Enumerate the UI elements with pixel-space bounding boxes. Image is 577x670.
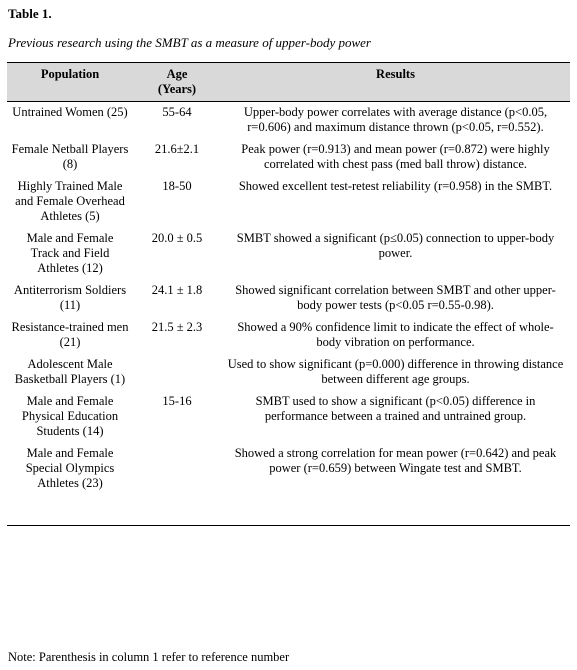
cell-age: 24.1 ± 1.8 xyxy=(151,283,203,297)
cell-age xyxy=(133,354,221,391)
cell-results: Showed a strong correlation for mean power (r=0.642) and peak power (r=0.659) between Wingate test and SMBT. xyxy=(221,443,570,526)
cell-age: 21.6±2.1 xyxy=(154,142,200,156)
header-age-unit: (Years) xyxy=(157,82,197,96)
cell-results: Upper-body power correlates with average distance (p<0.05, r=0.606) and maximum distance thrown (p<0.05, r=0.552). xyxy=(243,105,548,134)
header-age xyxy=(133,63,221,102)
cell-population: Male and Female Special Olympics Athletes (23) xyxy=(7,443,133,526)
table-row xyxy=(7,139,570,176)
cell-results: Showed a 90% confidence limit to indicate the effect of whole-body vibration on performance. xyxy=(237,320,554,349)
cell-population: Adolescent Male Basketball Players (1) xyxy=(14,357,126,386)
header-population: Population xyxy=(7,63,133,102)
cell-results: SMBT used to show a significant (p<0.05) difference in performance between a trained and untrained group. xyxy=(255,394,536,423)
cell-age: 55-64 xyxy=(162,105,192,119)
table-row xyxy=(7,354,570,391)
cell-results: Showed significant correlation between SMBT and other upper-body power tests (p<0.05 r=0.55-0.98). xyxy=(235,283,556,312)
table-header-row xyxy=(7,63,570,102)
cell-population: Male and Female Physical Education Students (14) xyxy=(21,394,119,438)
header-age-label: Age xyxy=(166,67,188,81)
cell-population: Highly Trained Male and Female Overhead Athletes (5) xyxy=(15,179,125,223)
table-row xyxy=(7,280,570,317)
cell-population: Male and Female Track and Field Athletes (12) xyxy=(26,231,114,275)
cell-age: 18-50 xyxy=(162,179,192,193)
cell-population: Female Netball Players (8) xyxy=(11,142,129,171)
cell-age: 15-16 xyxy=(162,394,192,408)
table-row xyxy=(7,228,570,280)
cell-age: 21.5 ± 2.3 xyxy=(151,320,203,334)
cell-population: Untrained Women (25) xyxy=(12,105,128,119)
table-caption: Previous research using the SMBT as a measure of upper-body power xyxy=(8,35,371,50)
cell-age: 20.0 ± 0.5 xyxy=(151,231,203,245)
table-row xyxy=(7,176,570,228)
table-row xyxy=(7,317,570,354)
research-table xyxy=(7,62,570,526)
cell-results: Used to show significant (p=0.000) difference in throwing distance between different age groups. xyxy=(227,357,564,386)
cell-population: Antiterrorism Soldiers (11) xyxy=(13,283,127,312)
cell-results: Peak power (r=0.913) and mean power (r=0.872) were highly correlated with chest pass (med ball throw) distance. xyxy=(241,142,550,171)
header-results: Results xyxy=(221,63,570,102)
cell-population: Resistance-trained men (21) xyxy=(11,320,129,349)
cell-results: Showed excellent test-retest reliability (r=0.958) in the SMBT. xyxy=(238,179,553,193)
table-footnote: Note: Parenthesis in column 1 refer to reference number xyxy=(8,650,290,664)
cell-age xyxy=(133,443,221,526)
table-row xyxy=(7,443,570,526)
table-row xyxy=(7,391,570,443)
table-row xyxy=(7,102,570,140)
table-label: Table 1. xyxy=(8,6,52,21)
cell-results: SMBT showed a significant (p≤0.05) connection to upper-body power. xyxy=(236,231,555,260)
